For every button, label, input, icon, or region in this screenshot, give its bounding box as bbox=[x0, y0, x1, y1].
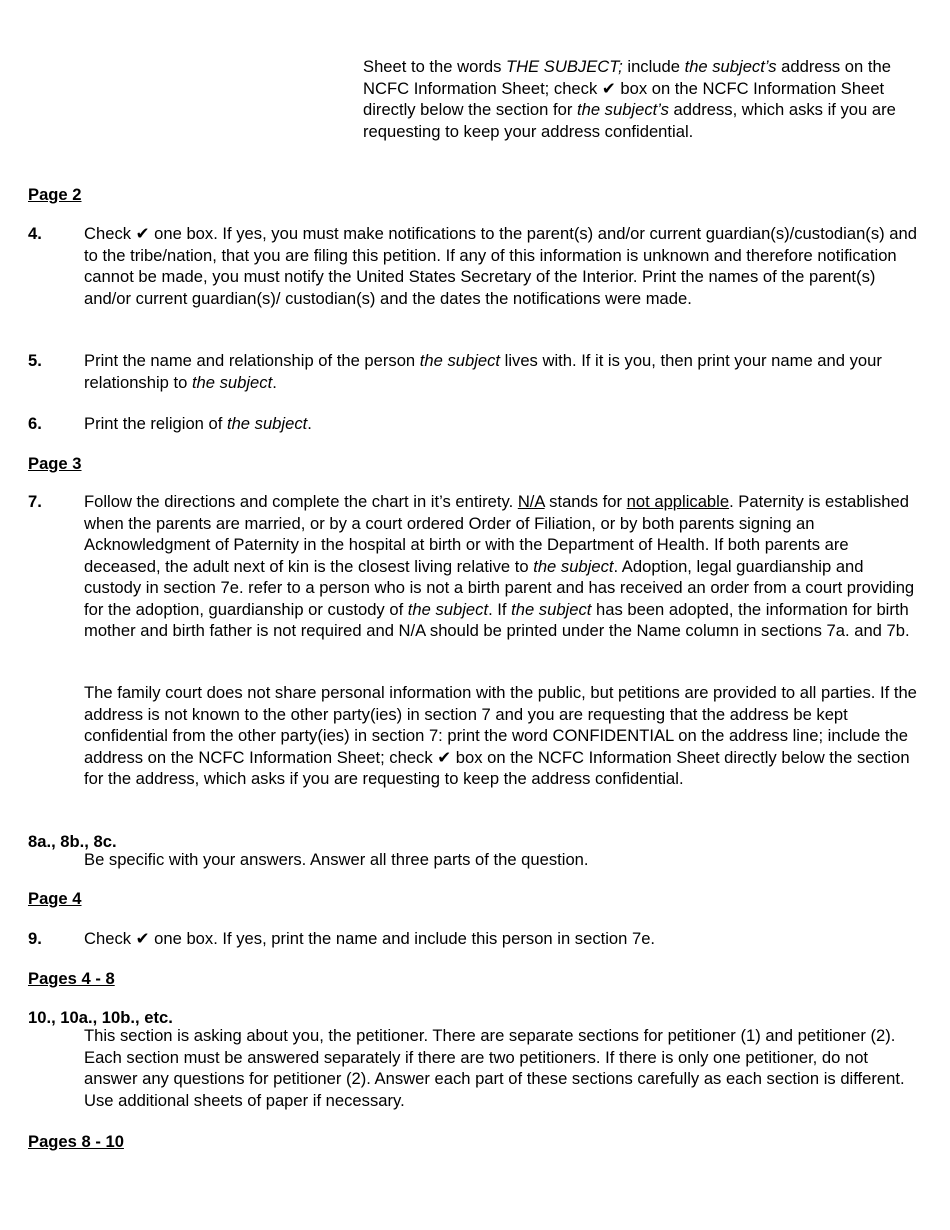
text-run: address on the NCFC Information Sheet; check ✔ box on the NCFC Information Sheet directly below the section for bbox=[363, 57, 891, 119]
text-run: . bbox=[307, 414, 312, 433]
text-run-italic: the subject’s bbox=[684, 57, 777, 76]
item-number: 7. bbox=[28, 492, 42, 511]
item-4 bbox=[28, 223, 928, 309]
item-10-text: This section is asking about you, the petitioner. There are separate sections for petitioner (1) and petitioner (2). Each section must be answered separately if there are two petitioners. If there is only one petitioner, do not answer any questions for petitioner (2). Answer each part of these sections carefully as each section is different. Use additional sheets of paper if necessary. bbox=[84, 1026, 905, 1110]
heading-pages-8-10: Pages 8 - 10 bbox=[28, 1132, 124, 1151]
item-text-paragraph-1 bbox=[84, 491, 922, 642]
item-10-label: 10., 10a., 10b., etc. bbox=[28, 1008, 173, 1027]
heading-page-4: Page 4 bbox=[28, 889, 82, 908]
item-text bbox=[84, 413, 922, 435]
item-number: 5. bbox=[28, 351, 42, 370]
item-text: Check ✔ one box. If yes, print the name and include this person in section 7e. bbox=[84, 929, 656, 948]
item-8-label: 8a., 8b., 8c. bbox=[28, 832, 117, 851]
text-run: Print the name and relationship of the person bbox=[84, 351, 420, 370]
item-9 bbox=[28, 928, 928, 950]
text-run-underlined: not applicable bbox=[626, 492, 730, 511]
text-run-underlined: N/A bbox=[517, 492, 545, 511]
text-run-italic: the subject’s bbox=[576, 100, 669, 119]
text-run: Follow the directions and complete the chart in it’s entirety. bbox=[84, 492, 518, 511]
text-run: address, which asks if you are requesting to keep your address confidential. bbox=[363, 100, 896, 141]
item-number: 9. bbox=[28, 929, 42, 948]
item-number-digit: 4 bbox=[28, 224, 38, 243]
item-8-text: Be specific with your answers. Answer all three parts of the question. bbox=[84, 850, 589, 869]
heading-pages-4-8: Pages 4 - 8 bbox=[28, 969, 115, 988]
text-run-italic: the subject bbox=[226, 414, 308, 433]
text-run: has been adopted, the information for birth mother and birth father is not required and N/A should be printed under the Name column in sections 7a. and 7b. bbox=[84, 599, 910, 640]
item-number: 6. bbox=[28, 414, 42, 433]
heading-page-2: Page 2 bbox=[28, 185, 82, 204]
text-run: . If bbox=[488, 599, 512, 619]
item-number-dot: . bbox=[37, 224, 42, 243]
continued-paragraph bbox=[363, 56, 923, 142]
item-7 bbox=[28, 491, 928, 642]
text-run: Sheet to the words bbox=[363, 57, 506, 76]
text-run-italic: the subject bbox=[419, 351, 501, 370]
item-text bbox=[84, 350, 922, 393]
item-text: Check ✔ one box. If yes, you must make notifications to the parent(s) and/or current guardian(s)/custodian(s) and to the tribe/nation, that you are filing this petition. If any of this information is unknown and therefore notification cannot be made, you must notify the United States Secretary of the Interior. Print the names of the parent(s) and/or current guardian(s)/ custodian(s) and the dates the notifications were made. bbox=[84, 224, 917, 308]
item-6 bbox=[28, 413, 928, 435]
text-run: lives with. If it is you, then print your name and your relationship to bbox=[84, 351, 882, 392]
text-run: . Paternity is established when the parents are married, or by a court ordered Order of Filiation, or by both parents signing an Acknowledgment of Paternity in the hospital at birth or with the Department of Health. If both parents are deceased, the adult next of kin is the closest living relative to bbox=[84, 492, 909, 576]
text-run-italic: the subject bbox=[533, 556, 614, 576]
item-7-paragraph-2: The family court does not share personal information with the public, but petitions are provided to all parties. If the address is not known to the other party(ies) in section 7 and you are requesting that the address be kept confidential from the other party(ies) in section 7: print the word CONFIDENTIAL on the address line; include the address on the NCFC Information Sheet; check ✔ box on the NCFC Information Sheet directly below the section for the address, which asks if you are requesting to keep the address confidential. bbox=[84, 683, 917, 788]
text-run: include bbox=[622, 57, 685, 76]
text-run: . bbox=[272, 372, 277, 392]
text-run: stands for bbox=[544, 492, 627, 511]
text-run-italic: THE SUBJECT; bbox=[505, 57, 623, 76]
text-run-italic: the subject bbox=[191, 372, 273, 392]
heading-page-3: Page 3 bbox=[28, 454, 82, 473]
text-run: Print the religion of bbox=[84, 414, 227, 433]
item-number bbox=[28, 223, 42, 245]
text-run: . Adoption, legal guardianship and custody in section 7e. refer to a person who is not a birth parent and has received an order from a court providing for the adoption, guardianship or custody of bbox=[84, 556, 915, 619]
text-run-italic: the subject bbox=[407, 599, 489, 619]
text-run-italic: the subject bbox=[511, 599, 592, 619]
item-5 bbox=[28, 350, 928, 393]
